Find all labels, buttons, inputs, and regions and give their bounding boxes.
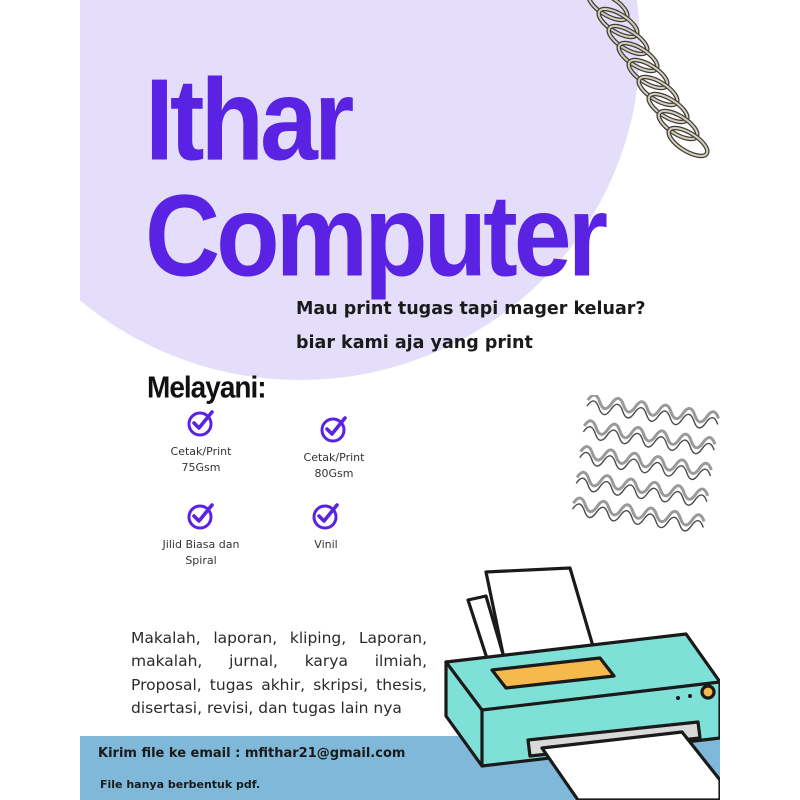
check-circle-icon: [319, 414, 349, 444]
service-label: [146, 444, 256, 476]
check-circle-icon: [186, 501, 216, 531]
service-label: [271, 537, 381, 553]
file-format-note: File hanya berbentuk pdf.: [100, 778, 261, 791]
service-item: [146, 408, 256, 476]
service-item: [146, 501, 256, 569]
services-heading: Melayani:: [147, 370, 266, 405]
email-line: Kirim file ke email : mfithar21@gmail.com: [98, 746, 406, 761]
spiral-binding-icon: [560, 0, 720, 165]
brand-title-line-1: Ithar: [145, 55, 351, 186]
service-label-line-1: Vinil: [314, 538, 338, 551]
tagline-line-1: Mau print tugas tapi mager keluar?: [296, 299, 646, 319]
check-circle-icon: [186, 408, 216, 438]
check-circle-icon: [311, 501, 341, 531]
service-item: [279, 414, 389, 482]
printer-icon: [438, 560, 720, 800]
service-label-line-2: 75Gsm: [181, 461, 221, 474]
service-label-line-1: Cetak/Print: [303, 451, 365, 464]
tagline-line-2: biar kami aja yang print: [296, 333, 533, 353]
binding-coils-icon: [572, 395, 720, 555]
margin-right: [720, 0, 800, 800]
margin-left: [0, 0, 80, 800]
service-item: [271, 501, 381, 553]
service-label-line-1: Cetak/Print: [170, 445, 232, 458]
service-label: [146, 537, 256, 569]
service-label-line-2: 80Gsm: [314, 467, 354, 480]
service-label-line-1: Jilid Biasa dan: [162, 538, 240, 551]
services-description: Makalah, laporan, kliping, Laporan, makalah, jurnal, karya ilmiah, Proposal, tugas akhir, skripsi, thesis, disertasi, revisi, dan tugas lain nya: [131, 628, 427, 717]
brand-title-line-2: Computer: [145, 171, 605, 302]
service-label-line-2: Spiral: [185, 554, 217, 567]
service-label: [279, 450, 389, 482]
